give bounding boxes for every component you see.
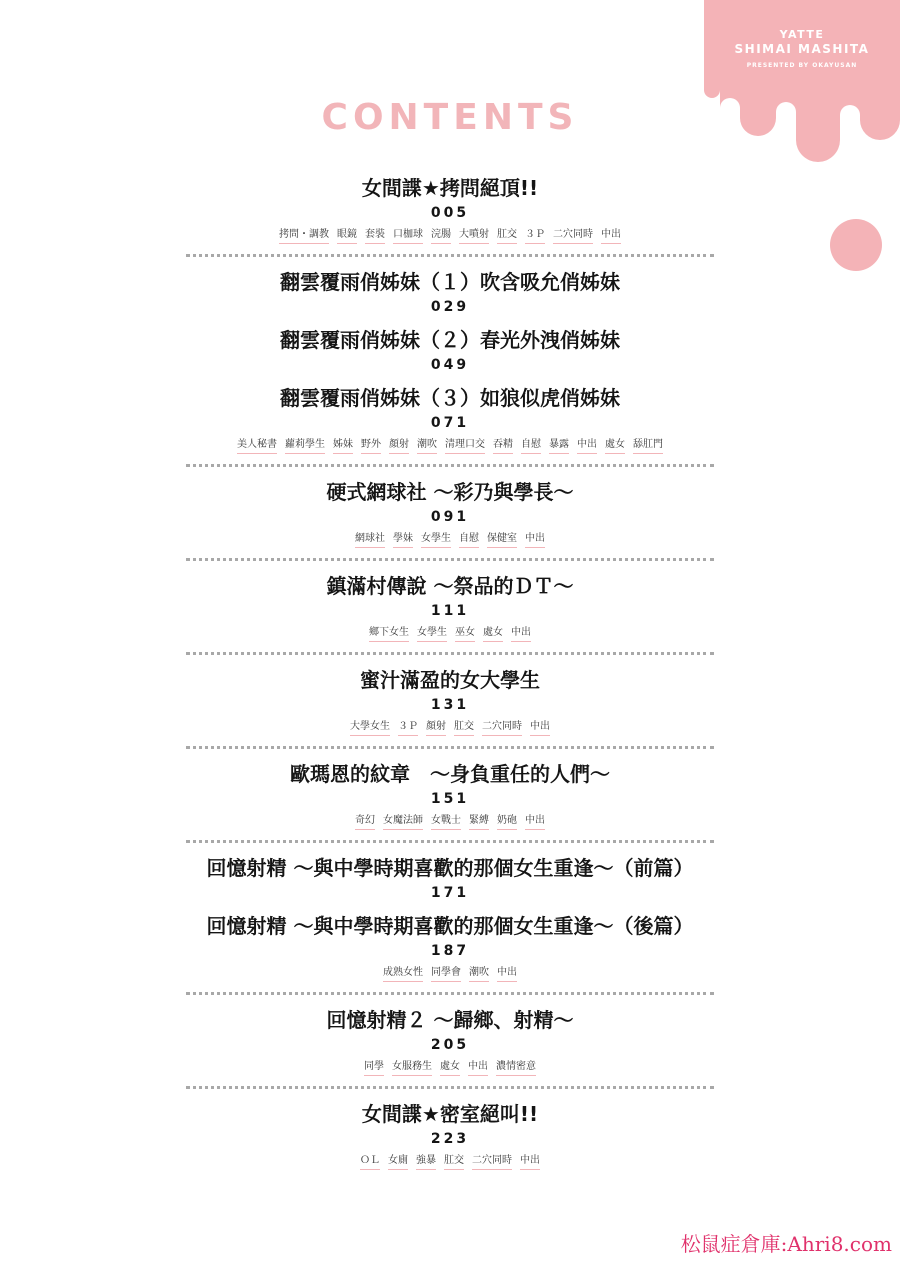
- tag: 大學女生: [350, 720, 390, 736]
- tag: 中出: [497, 966, 517, 982]
- watermark-text: 松鼠症倉庫:Ahri8.com: [680, 1232, 892, 1256]
- tag: 處女: [605, 438, 625, 454]
- story-spacer: [186, 374, 714, 386]
- story-title: 回憶射精２ ～歸鄉、射精～: [326, 1008, 574, 1032]
- dotted-divider: [186, 992, 714, 995]
- tag: 大噴射: [459, 228, 489, 244]
- tag: 二穴同時: [553, 228, 593, 244]
- page-number: 223: [430, 1131, 470, 1147]
- dotted-divider: [186, 558, 714, 561]
- story-title: 回憶射精 ～與中學時期喜歡的那個女生重逢～（前篇）: [206, 856, 694, 880]
- tag: 二穴同時: [472, 1154, 512, 1170]
- tag: 中出: [511, 626, 531, 642]
- tag: 中出: [520, 1154, 540, 1170]
- page-number: 131: [430, 697, 470, 713]
- tag-list: [186, 814, 714, 830]
- tag: 美人秘書: [237, 438, 277, 454]
- tag: 清理口交: [445, 438, 485, 454]
- page-number: 071: [430, 415, 470, 431]
- tag: 處女: [440, 1060, 460, 1076]
- dotted-divider: [186, 464, 714, 467]
- story-title: 鎮滿村傳說 ～祭品的ＤＴ～: [326, 574, 574, 598]
- tag: 中出: [468, 1060, 488, 1076]
- tag: 奶砲: [497, 814, 517, 830]
- tag: 女廁: [388, 1154, 408, 1170]
- tag: 口枷球: [393, 228, 423, 244]
- story-title: 女間諜★拷問絕頂!!: [361, 176, 539, 200]
- story-title: 女間諜★密室絕叫!!: [361, 1102, 539, 1126]
- story-title: 翻雲覆雨俏姊妹（３）如狼似虎俏姊妹: [280, 386, 620, 410]
- page-number: 029: [430, 299, 470, 315]
- tag: 肛交: [444, 1154, 464, 1170]
- tag: 網球社: [355, 532, 385, 548]
- story-spacer: [186, 902, 714, 914]
- page-number: 005: [430, 205, 470, 221]
- tag: 鄉下女生: [369, 626, 409, 642]
- page-title: CONTENTS: [321, 97, 579, 138]
- story-title: 硬式網球社 ～彩乃與學長～: [326, 480, 574, 504]
- tag: ＯＬ: [360, 1154, 380, 1170]
- tag: 處女: [483, 626, 503, 642]
- tag: 女學生: [421, 532, 451, 548]
- tag: 中出: [577, 438, 597, 454]
- tag: 學妹: [393, 532, 413, 548]
- story-title: 歐瑪恩的紋章 ～身負重任的人們～: [290, 762, 610, 786]
- tag-list: [186, 1060, 714, 1076]
- dotted-divider: [186, 840, 714, 843]
- tag: 強暴: [416, 1154, 436, 1170]
- tag: 中出: [525, 532, 545, 548]
- tag-list: [186, 720, 714, 736]
- tag-list: [186, 532, 714, 548]
- tag: 潮吹: [469, 966, 489, 982]
- tag: 套裝: [365, 228, 385, 244]
- tag: 中出: [601, 228, 621, 244]
- story-title: 回憶射精 ～與中學時期喜歡的那個女生重逢～（後篇）: [206, 914, 694, 938]
- tag: 女學生: [417, 626, 447, 642]
- tag: 同學會: [431, 966, 461, 982]
- tag: 浣腸: [431, 228, 451, 244]
- page-number: 171: [430, 885, 470, 901]
- tag: 舔肛門: [633, 438, 663, 454]
- tag-list: [186, 438, 714, 454]
- tag-list: [186, 626, 714, 642]
- tag: 肛交: [497, 228, 517, 244]
- tag: 自慰: [521, 438, 541, 454]
- tag: 顏射: [426, 720, 446, 736]
- tag: 濃情密意: [496, 1060, 536, 1076]
- badge-line2: SHIMAI MASHITA: [734, 42, 870, 56]
- tag: ３Ｐ: [398, 720, 418, 736]
- tag: 中出: [530, 720, 550, 736]
- tag: 拷問・調教: [279, 228, 329, 244]
- tag: 女戰士: [431, 814, 461, 830]
- story-title: 蜜汁滿盈的女大學生: [360, 668, 540, 692]
- tag: 二穴同時: [482, 720, 522, 736]
- tag: 中出: [525, 814, 545, 830]
- dotted-divider: [186, 1086, 714, 1089]
- dotted-divider: [186, 652, 714, 655]
- tag: 女服務生: [392, 1060, 432, 1076]
- page-number: 111: [430, 603, 470, 619]
- tag: 肛交: [454, 720, 474, 736]
- tag: 同學: [364, 1060, 384, 1076]
- tag-list: [186, 228, 714, 244]
- page-number: 151: [430, 791, 470, 807]
- tag: 野外: [361, 438, 381, 454]
- tag: 保健室: [487, 532, 517, 548]
- tag: 女魔法師: [383, 814, 423, 830]
- drip-badge: [704, 0, 900, 285]
- tag: 潮吹: [417, 438, 437, 454]
- story-title: 翻雲覆雨俏姊妹（１）吹含吸允俏姊妹: [280, 270, 620, 294]
- tag: 成熟女性: [383, 966, 423, 982]
- page-number: 091: [430, 509, 470, 525]
- tag-list: [186, 966, 714, 982]
- tag: 巫女: [455, 626, 475, 642]
- tag: 眼鏡: [337, 228, 357, 244]
- story-spacer: [186, 316, 714, 328]
- tag: 蘿莉學生: [285, 438, 325, 454]
- table-of-contents: [186, 176, 714, 1170]
- badge-line1: YATTE: [779, 28, 825, 41]
- tag: 姊妹: [333, 438, 353, 454]
- tag-list: [186, 1154, 714, 1170]
- page-number: 205: [430, 1037, 470, 1053]
- tag: 緊縛: [469, 814, 489, 830]
- tag: 奇幻: [355, 814, 375, 830]
- badge-line3: PRESENTED BY OKAYUSAN: [746, 62, 858, 69]
- story-title: 翻雲覆雨俏姊妹（２）春光外洩俏姊妹: [280, 328, 620, 352]
- page-number: 049: [430, 357, 470, 373]
- tag: 吞精: [493, 438, 513, 454]
- tag: 自慰: [459, 532, 479, 548]
- page-number: 187: [430, 943, 470, 959]
- tag: 顏射: [389, 438, 409, 454]
- tag: ３Ｐ: [525, 228, 545, 244]
- dotted-divider: [186, 254, 714, 257]
- dotted-divider: [186, 746, 714, 749]
- tag: 暴露: [549, 438, 569, 454]
